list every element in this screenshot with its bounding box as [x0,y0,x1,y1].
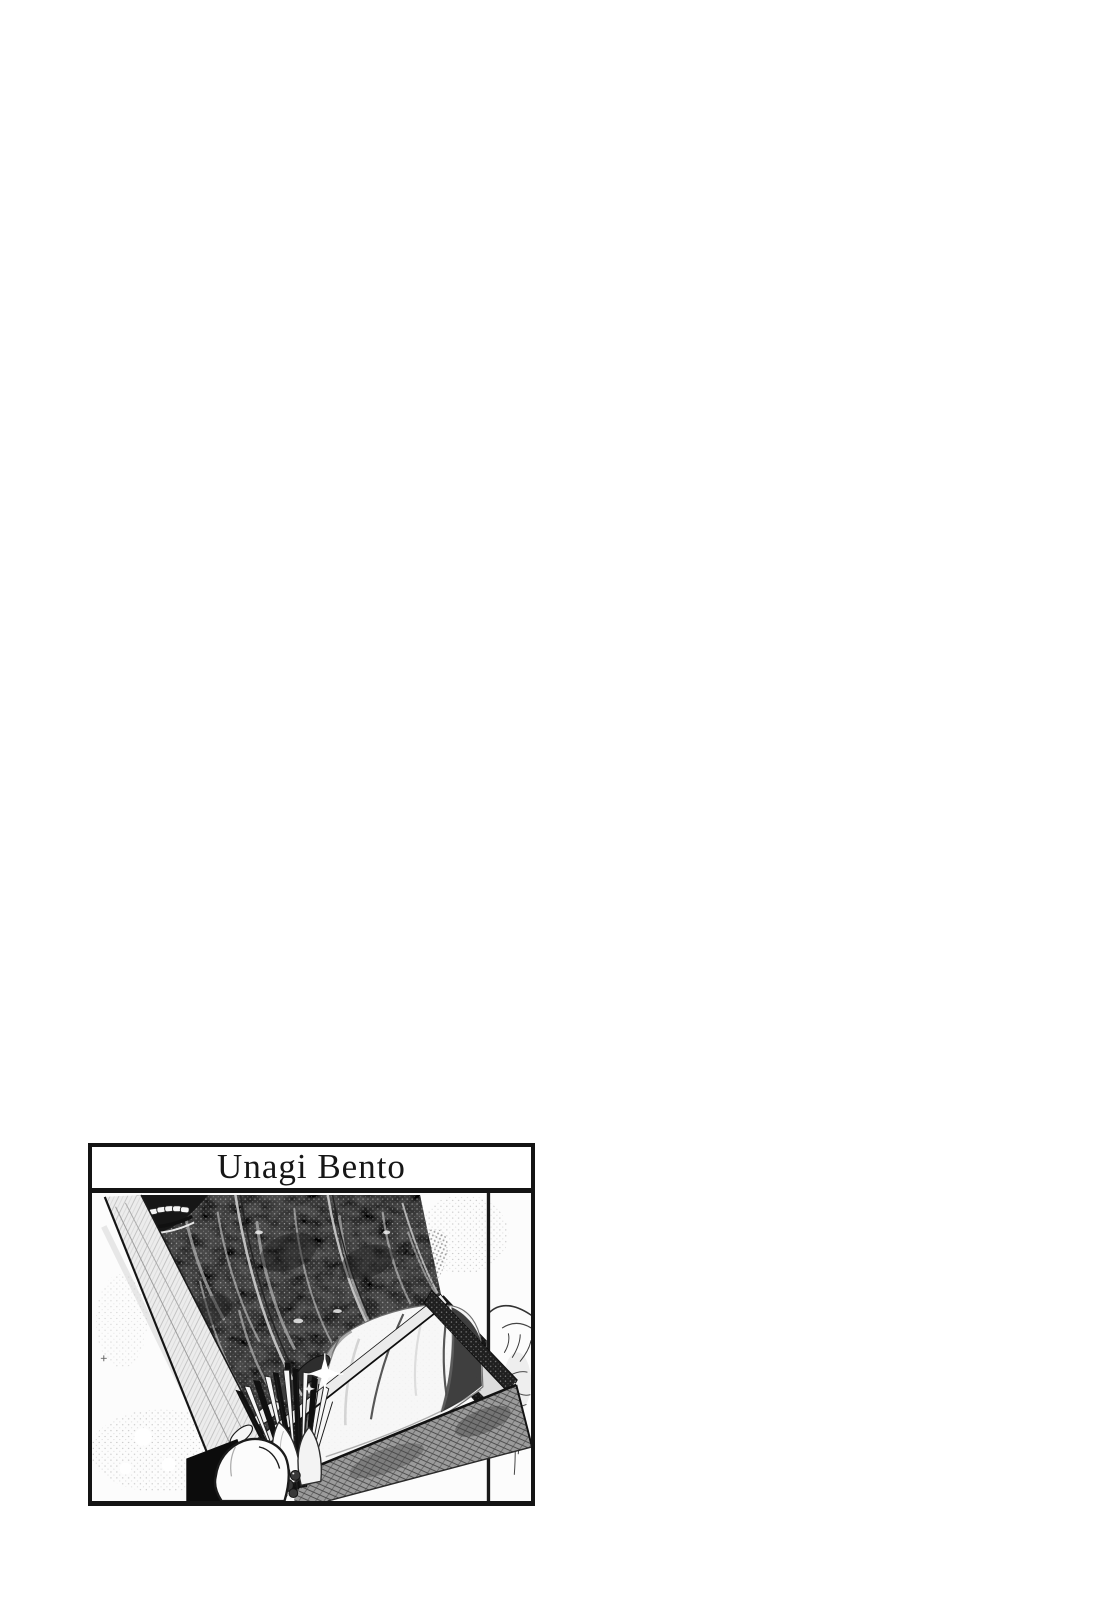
bento-illustration [92,1193,531,1501]
panel-title-text: Unagi Bento [217,1147,406,1186]
panel-title-bar [92,1147,531,1193]
bento-art-svg [92,1193,531,1501]
unagi-bento-panel [88,1143,535,1506]
